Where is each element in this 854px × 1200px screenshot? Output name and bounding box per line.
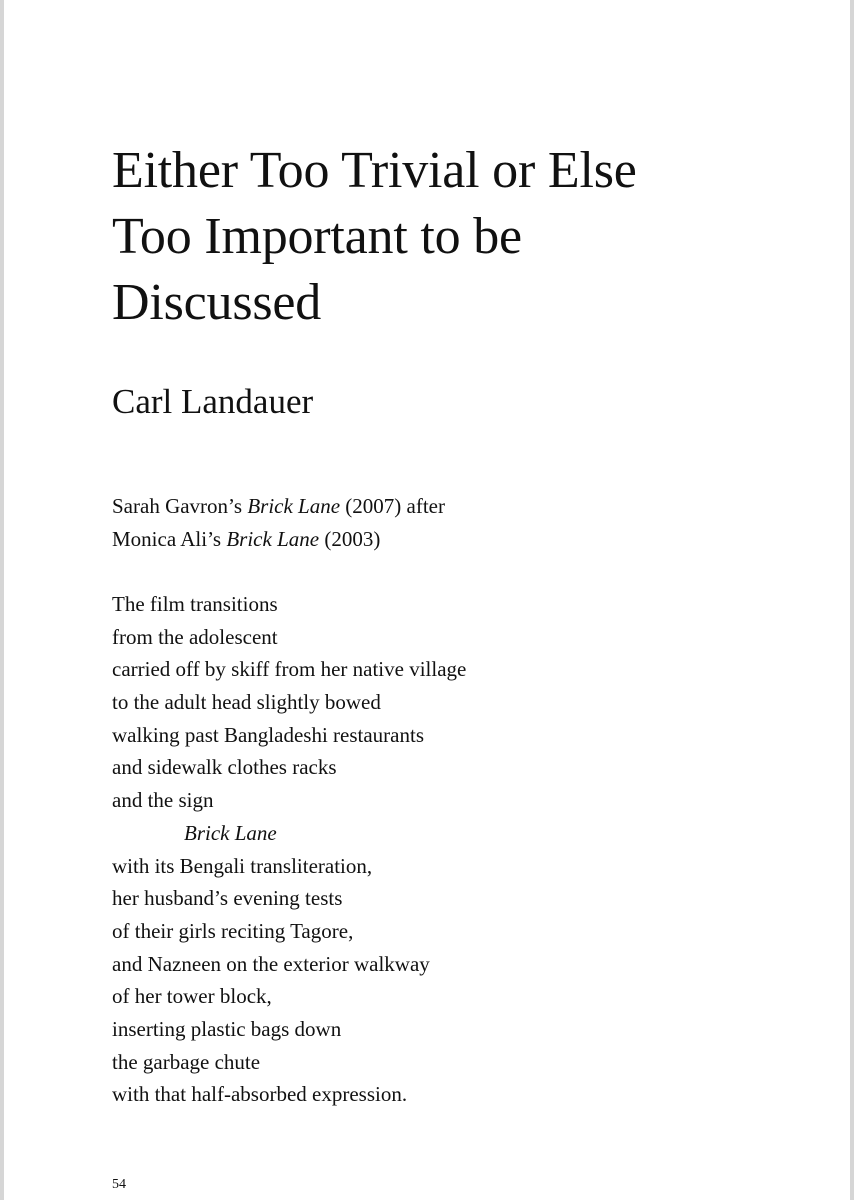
title-line: Either Too Trivial or Else	[112, 142, 637, 199]
epigraph-italic: Brick Lane	[226, 527, 320, 551]
poem-line: of their girls reciting Tagore,	[112, 918, 354, 943]
title-line: Too Important to be	[112, 208, 522, 265]
page-edge-right	[850, 0, 854, 1200]
poem-line: walking past Bangladeshi restaurants	[112, 722, 425, 747]
poem-line: the garbage chute	[112, 1049, 261, 1074]
poem-line: and Nazneen on the exterior walkway	[112, 951, 430, 976]
epigraph-line	[112, 490, 445, 523]
poem-line: The film transitions	[112, 592, 278, 616]
poem-line: and the sign	[112, 788, 214, 813]
poem-line: her husband’s evening tests	[112, 886, 343, 911]
poem-line-sign: Brick Lane	[184, 820, 277, 845]
page-edge-left	[0, 0, 4, 1200]
author-name: Carl Landauer	[112, 382, 314, 421]
page-number: 54	[112, 1177, 126, 1192]
poem-body	[112, 588, 466, 1111]
epigraph-text: Sarah Gavron’s	[112, 494, 248, 518]
poem-line: inserting plastic bags down	[112, 1016, 342, 1041]
epigraph	[112, 490, 445, 556]
poem-line: carried off by skiff from her native village	[112, 657, 467, 682]
poem-line: from the adolescent	[112, 624, 278, 649]
poem-line: and sidewalk clothes racks	[112, 755, 337, 780]
poem-title	[112, 138, 832, 336]
poem-line: to the adult head slightly bowed	[112, 690, 381, 715]
poem-line: of her tower block,	[112, 984, 272, 1009]
epigraph-text: (2007) after	[340, 494, 445, 518]
epigraph-line	[112, 523, 445, 556]
epigraph-text: (2003)	[319, 527, 381, 551]
title-line: Discussed	[112, 274, 322, 331]
poem-line: with that half-absorbed expression.	[112, 1082, 408, 1107]
epigraph-italic: Brick Lane	[247, 494, 341, 518]
epigraph-text: Monica Ali’s	[112, 527, 227, 551]
poem-line: with its Bengali transliteration,	[112, 853, 373, 878]
